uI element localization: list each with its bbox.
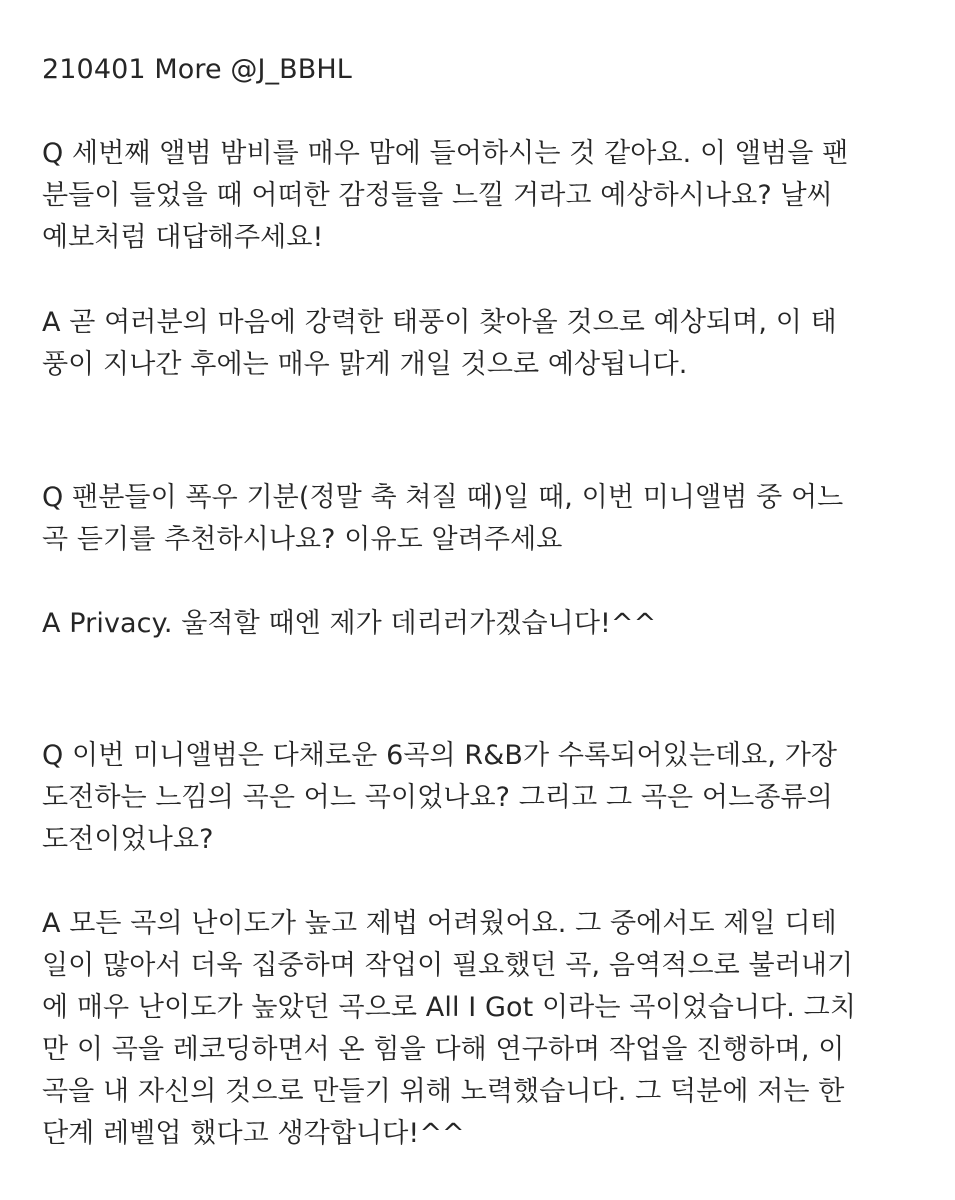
question-1-line-3: 예보처럼 대답해주세요! (42, 222, 324, 253)
answer-2-line-1: A Privacy. 울적할 때엔 제가 데리러가겠습니다!^^ (42, 608, 657, 639)
question-2-line-1: Q 팬분들이 폭우 기분(정말 축 쳐질 때)일 때, 이번 미니앨범 중 어느 (42, 482, 844, 513)
answer-3-line-2: 일이 많아서 더욱 집중하며 작업이 필요했던 곡, 음역적으로 불러내기 (42, 950, 854, 981)
question-3-line-1: Q 이번 미니앨범은 다채로운 6곡의 R&B가 수록되어있는데요, 가장 (42, 740, 838, 771)
question-3-line-2: 도전하는 느낌의 곡은 어느 곡이었나요? 그리고 그 곡은 어느종류의 (42, 782, 833, 813)
answer-3-line-6: 단계 레벨업 했다고 생각합니다!^^ (42, 1118, 465, 1149)
answer-1-line-2: 풍이 지나간 후에는 매우 맑게 개일 것으로 예상됩니다. (42, 349, 688, 380)
answer-3-line-1: A 모든 곡의 난이도가 높고 제법 어려웠어요. 그 중에서도 제일 디테 (42, 908, 837, 939)
question-1-line-1: Q 세번째 앨범 밤비를 매우 맘에 들어하시는 것 같아요. 이 앨범을 팬 (42, 138, 849, 169)
question-1-line-2: 분들이 들었을 때 어떠한 감정들을 느낄 거라고 예상하시나요? 날씨 (42, 180, 833, 211)
question-2-line-2: 곡 듣기를 추천하시나요? 이유도 알려주세요 (42, 524, 563, 555)
answer-3-line-3: 에 매우 난이도가 높았던 곡으로 All I Got 이라는 곡이었습니다. 그치 (42, 992, 857, 1023)
question-3-line-3: 도전이었나요? (42, 824, 214, 855)
answer-3-line-4: 만 이 곡을 레코딩하면서 온 힘을 다해 연구하며 작업을 진행하며, 이 (42, 1034, 845, 1065)
answer-3-line-5: 곡을 내 자신의 것으로 만들기 위해 노력했습니다. 그 덕분에 저는 한 (42, 1076, 845, 1107)
header-title: 210401 More @J_BBHL (42, 54, 352, 85)
answer-1-line-1: A 곧 여러분의 마음에 강력한 태풍이 찾아올 것으로 예상되며, 이 태 (42, 307, 837, 338)
